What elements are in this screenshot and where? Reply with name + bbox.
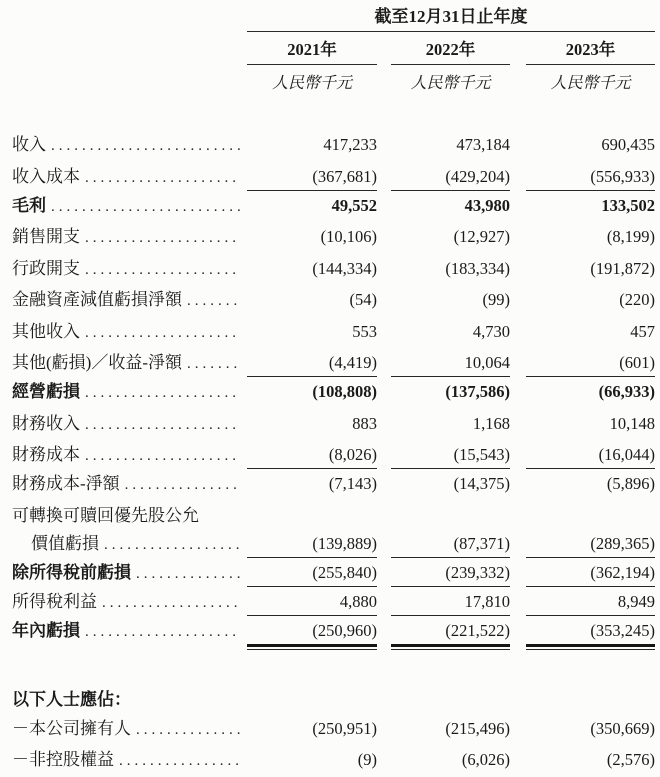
value-2022: 10,064 — [391, 352, 510, 377]
value-2021: (367,681) — [247, 166, 377, 191]
value-2023: 133,502 — [601, 195, 655, 215]
value-2021: (250,951) — [312, 718, 377, 738]
row-label-cell — [12, 444, 247, 465]
value-2021: 417,233 — [323, 135, 377, 154]
row-label: 其他(虧損)／收益-淨額 — [12, 353, 182, 372]
row-label: 財務成本 — [12, 445, 80, 464]
row-label: 其他收入 — [12, 321, 80, 341]
dot-leader — [85, 230, 241, 247]
dot-leader — [85, 385, 241, 402]
unit-header-row — [12, 74, 655, 94]
row-label-cell — [12, 321, 247, 342]
row-label-cell — [12, 473, 247, 494]
dot-leader — [85, 417, 241, 434]
table-row — [12, 689, 655, 710]
row-label-cell — [12, 620, 247, 641]
table-row — [12, 226, 655, 250]
year-2021-header: 2021年 — [247, 39, 377, 65]
value-2021 — [247, 518, 377, 521]
dot-leader — [51, 199, 241, 216]
table-header — [12, 6, 655, 94]
row-label: 年內虧損 — [12, 621, 80, 640]
value-2022: (137,586) — [445, 382, 510, 401]
value-2021: 49,552 — [331, 195, 377, 215]
year-2023-header: 2023年 — [526, 39, 655, 65]
value-2022: 473,184 — [456, 135, 510, 154]
row-label: 財務成本-淨額 — [12, 474, 120, 493]
row-label: 銷售開支 — [12, 227, 80, 246]
period-header: 截至12月31日止年度 — [247, 6, 655, 32]
dot-leader — [136, 566, 241, 583]
value-2022 — [391, 702, 510, 705]
table-row — [12, 166, 655, 191]
row-label: 可轉換可贖回優先股公允 — [12, 505, 199, 525]
row-label-cell — [12, 134, 247, 155]
table-row — [12, 591, 655, 616]
dot-leader — [119, 753, 241, 770]
dot-leader — [85, 325, 241, 342]
value-2021: (54) — [349, 290, 377, 309]
value-2022: 1,168 — [472, 413, 510, 433]
dot-leader — [187, 356, 241, 373]
table-row — [12, 444, 655, 469]
row-label-cell — [12, 718, 247, 739]
value-2022: (99) — [482, 290, 510, 309]
row-label: 收入成本 — [12, 166, 80, 186]
value-2021: (10,106) — [320, 227, 377, 246]
table-rows — [12, 134, 655, 773]
value-2023: (601) — [526, 352, 655, 377]
value-2021: (139,889) — [247, 533, 377, 558]
value-2022: (12,927) — [453, 227, 510, 246]
value-2022: (429,204) — [391, 166, 510, 191]
row-label: 財務收入 — [12, 413, 80, 433]
table-row — [12, 134, 655, 158]
row-label-cell — [12, 562, 247, 583]
table-row — [12, 562, 655, 587]
table-row — [12, 505, 655, 526]
value-2023: 457 — [630, 321, 655, 341]
table-row — [12, 381, 655, 405]
value-2023: (16,044) — [526, 444, 655, 469]
table-row — [12, 533, 655, 558]
table-row — [12, 321, 655, 345]
table-row — [12, 352, 655, 377]
row-label: 以下人士應佔： — [12, 690, 131, 709]
table-row — [12, 289, 655, 313]
row-label-cell — [12, 591, 247, 612]
row-label: －本公司擁有人 — [12, 718, 131, 738]
dot-leader — [85, 448, 241, 465]
table-row — [12, 258, 655, 282]
row-label-cell — [12, 533, 247, 554]
value-2022: (6,026) — [461, 750, 510, 769]
row-label: 收入 — [12, 135, 46, 154]
unit-2022: 人民幣千元 — [410, 75, 491, 92]
value-2022: (183,334) — [445, 258, 510, 278]
row-label: 行政開支 — [12, 258, 80, 278]
value-2021: (4,419) — [247, 352, 377, 377]
row-label-cell — [12, 749, 247, 770]
table-row — [12, 749, 655, 773]
table-row — [12, 718, 655, 742]
value-2021: (7,143) — [328, 474, 377, 493]
table-row — [12, 195, 655, 219]
dot-leader — [85, 624, 241, 641]
value-2023: (191,872) — [590, 258, 655, 278]
dot-leader — [85, 262, 241, 279]
row-label: －非控股權益 — [12, 750, 114, 769]
value-2022: (15,543) — [391, 444, 510, 469]
value-2022: (221,522) — [391, 620, 510, 647]
value-2023: (2,576) — [606, 750, 655, 769]
value-2022: 43,980 — [464, 195, 510, 215]
row-label-cell — [12, 352, 247, 373]
unit-2021: 人民幣千元 — [271, 75, 352, 92]
value-2023 — [526, 518, 655, 521]
value-2021: (108,808) — [312, 382, 377, 401]
value-2023: (66,933) — [598, 382, 655, 401]
row-label: 毛利 — [12, 195, 46, 215]
value-2023: (289,365) — [526, 533, 655, 558]
value-2023 — [526, 702, 655, 705]
value-2021: (8,026) — [247, 444, 377, 469]
row-label-cell — [12, 226, 247, 247]
value-2022: 17,810 — [391, 591, 510, 616]
value-2023: (362,194) — [526, 562, 655, 587]
row-label: 價值虧損 — [31, 534, 99, 553]
value-2023: (350,669) — [590, 718, 655, 738]
table-row — [12, 620, 655, 647]
period-header-row — [12, 6, 655, 32]
table-row — [12, 473, 655, 497]
row-label: 經營虧損 — [12, 382, 80, 401]
dot-leader — [104, 537, 241, 554]
row-label-cell — [12, 505, 247, 526]
row-label-cell — [12, 413, 247, 434]
value-2022: 4,730 — [472, 321, 510, 341]
value-2021: 553 — [352, 321, 377, 341]
dot-leader — [125, 477, 241, 494]
value-2023: 10,148 — [609, 413, 655, 433]
value-2022: (215,496) — [445, 718, 510, 738]
dot-leader — [102, 595, 241, 612]
row-label: 金融資產減值虧損淨額 — [12, 290, 182, 309]
value-2023: (8,199) — [606, 227, 655, 246]
dot-leader — [85, 170, 241, 187]
value-2021 — [247, 702, 377, 705]
value-2021: (9) — [357, 750, 377, 769]
value-2021: (144,334) — [312, 258, 377, 278]
value-2022 — [391, 518, 510, 521]
year-header-row — [12, 39, 655, 65]
value-2023: 690,435 — [601, 135, 655, 154]
value-2022: (14,375) — [453, 474, 510, 493]
dot-leader — [51, 138, 241, 155]
dot-leader — [136, 722, 241, 739]
value-2023: (220) — [619, 290, 655, 309]
value-2022: (87,371) — [391, 533, 510, 558]
year-2022-header: 2022年 — [391, 39, 510, 65]
row-label: 除所得稅前虧損 — [12, 563, 131, 582]
row-label-cell — [12, 289, 247, 310]
value-2022: (239,332) — [391, 562, 510, 587]
value-2021: 883 — [352, 413, 377, 433]
row-label-cell — [12, 258, 247, 279]
row-label-cell — [12, 195, 247, 216]
value-2023: (353,245) — [526, 620, 655, 647]
dot-leader — [187, 293, 241, 310]
unit-2023: 人民幣千元 — [550, 75, 631, 92]
value-2023: 8,949 — [526, 591, 655, 616]
row-label-cell — [12, 166, 247, 187]
row-label: 所得稅利益 — [12, 592, 97, 611]
table-row — [12, 413, 655, 437]
value-2021: (250,960) — [247, 620, 377, 647]
row-label-cell — [12, 381, 247, 402]
value-2023: (5,896) — [606, 474, 655, 493]
row-label-cell — [12, 689, 247, 710]
value-2021: 4,880 — [247, 591, 377, 616]
value-2023: (556,933) — [526, 166, 655, 191]
value-2021: (255,840) — [247, 562, 377, 587]
